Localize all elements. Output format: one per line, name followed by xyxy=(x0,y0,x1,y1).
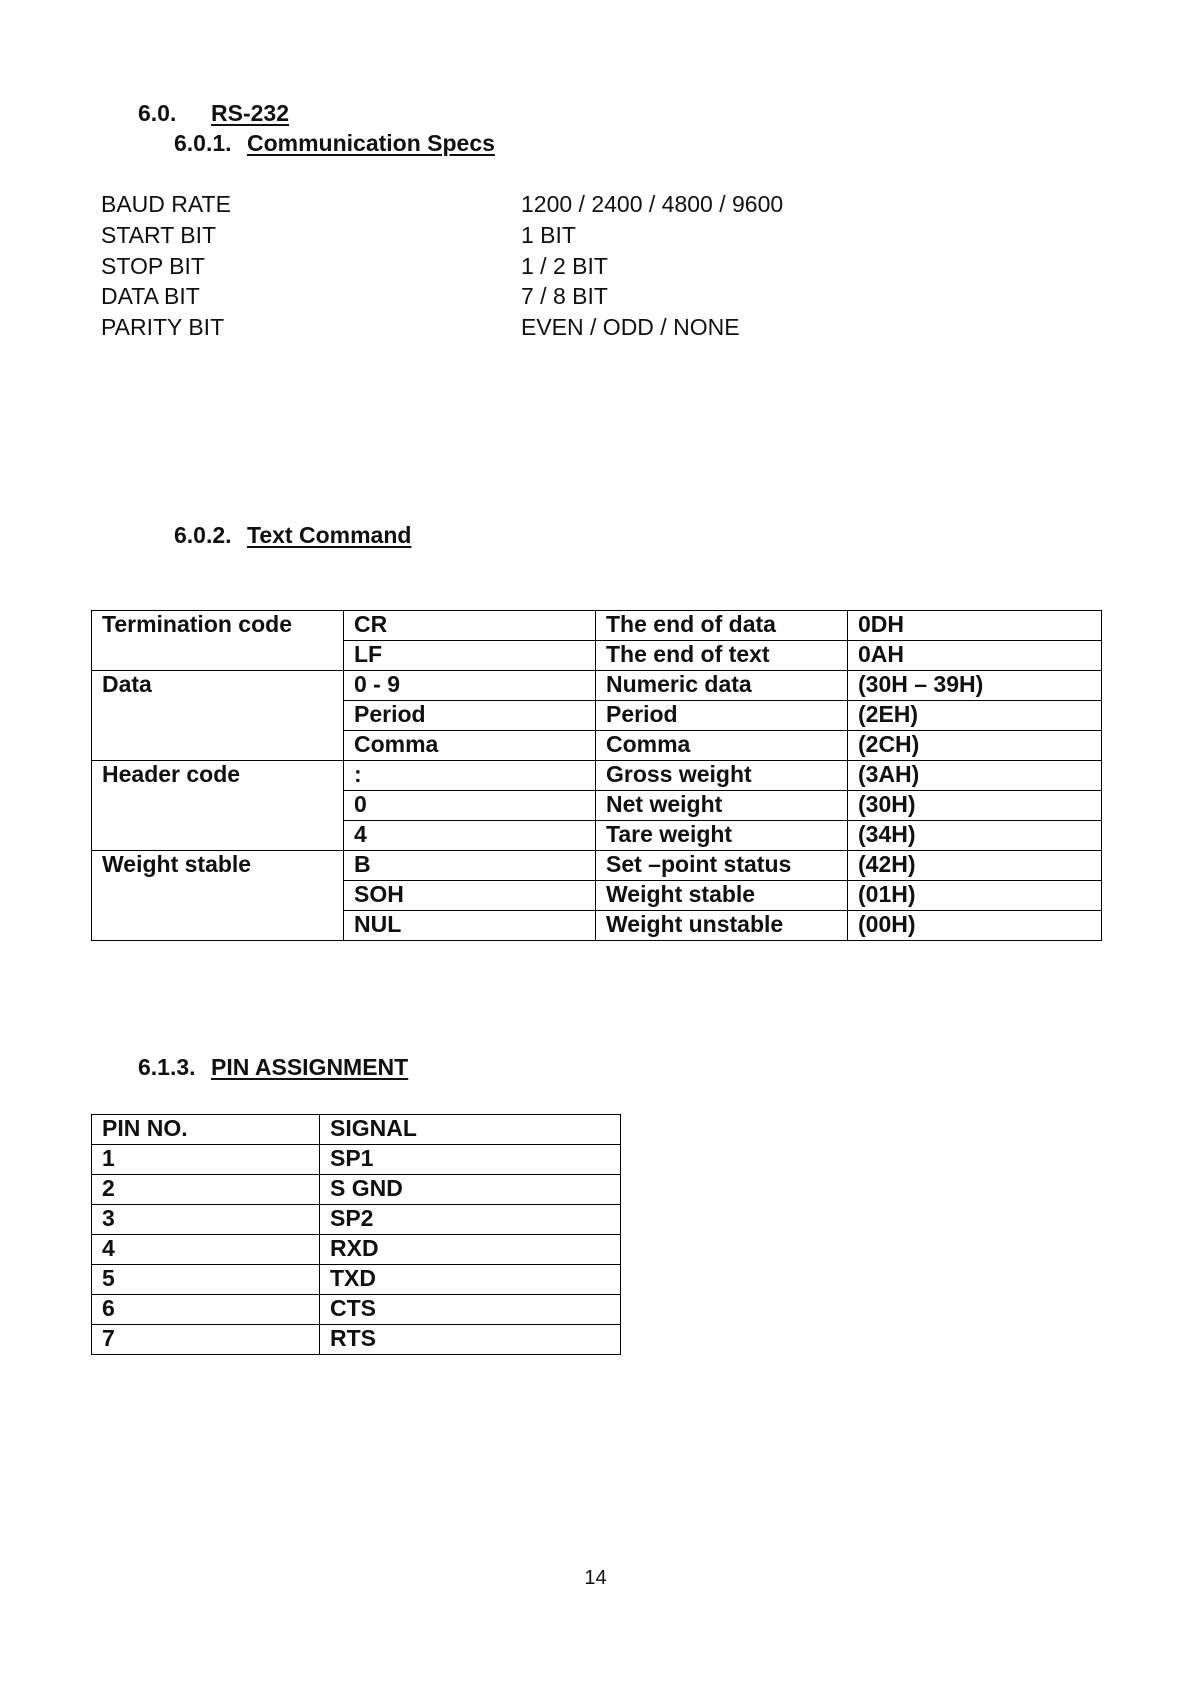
pin-cell: 6 xyxy=(92,1295,320,1325)
code-cell: B xyxy=(344,851,596,881)
table-row xyxy=(92,1325,621,1355)
code-cell: SOH xyxy=(344,881,596,911)
meaning-cell: Period xyxy=(596,701,848,731)
pin-assignment-table xyxy=(91,1114,621,1355)
meaning-cell: The end of text xyxy=(596,641,848,671)
text-command-table xyxy=(91,610,1102,941)
hex-cell: (2CH) xyxy=(848,731,1102,761)
group-name-cell: Header code xyxy=(92,761,344,851)
section-number: 6.0.2. xyxy=(174,522,232,548)
hex-cell: (2EH) xyxy=(848,701,1102,731)
table-row xyxy=(92,1175,621,1205)
pin-cell: 5 xyxy=(92,1265,320,1295)
spec-value: 1 BIT xyxy=(521,222,576,248)
spec-value: 1 / 2 BIT xyxy=(521,253,608,279)
section-title: RS-232 xyxy=(211,100,289,126)
page-number: 14 xyxy=(584,1567,607,1589)
table-row xyxy=(92,671,1102,701)
section-number: 6.1.3. xyxy=(138,1054,196,1080)
code-cell: NUL xyxy=(344,911,596,941)
table-row xyxy=(92,1205,621,1235)
spec-value: 1200 / 2400 / 4800 / 9600 xyxy=(521,191,784,217)
meaning-cell: The end of data xyxy=(596,611,848,641)
meaning-cell: Weight unstable xyxy=(596,911,848,941)
table-row xyxy=(92,1145,621,1175)
section-number: 6.0. xyxy=(138,100,177,126)
hex-cell: (42H) xyxy=(848,851,1102,881)
table-row xyxy=(92,611,1102,641)
section-heading-text-command xyxy=(174,522,411,549)
meaning-cell: Comma xyxy=(596,731,848,761)
table-row xyxy=(92,851,1102,881)
spec-label: PARITY BIT xyxy=(101,314,225,340)
hex-cell: 0AH xyxy=(848,641,1102,671)
meaning-cell: Set –point status xyxy=(596,851,848,881)
signal-cell: RXD xyxy=(320,1235,621,1265)
pin-cell: 7 xyxy=(92,1325,320,1355)
group-name-cell: Data xyxy=(92,671,344,761)
meaning-cell: Numeric data xyxy=(596,671,848,701)
hex-cell: (3AH) xyxy=(848,761,1102,791)
hex-cell: (30H) xyxy=(848,791,1102,821)
code-cell: 4 xyxy=(344,821,596,851)
signal-cell: SP2 xyxy=(320,1205,621,1235)
group-name-cell: Termination code xyxy=(92,611,344,671)
pin-cell: 3 xyxy=(92,1205,320,1235)
meaning-cell: Tare weight xyxy=(596,821,848,851)
section-number: 6.0.1. xyxy=(174,130,232,156)
code-cell: : xyxy=(344,761,596,791)
signal-cell: S GND xyxy=(320,1175,621,1205)
code-cell: Comma xyxy=(344,731,596,761)
signal-cell: CTS xyxy=(320,1295,621,1325)
hex-cell: (00H) xyxy=(848,911,1102,941)
pin-cell: 4 xyxy=(92,1235,320,1265)
meaning-cell: Net weight xyxy=(596,791,848,821)
section-title: PIN ASSIGNMENT xyxy=(211,1054,409,1080)
section-title: Communication Specs xyxy=(247,130,495,156)
section-heading-pin-assignment xyxy=(138,1054,408,1081)
code-cell: CR xyxy=(344,611,596,641)
code-cell: 0 - 9 xyxy=(344,671,596,701)
table-row xyxy=(92,1235,621,1265)
hex-cell: (34H) xyxy=(848,821,1102,851)
hex-cell: (01H) xyxy=(848,881,1102,911)
table-row xyxy=(92,1295,621,1325)
section-heading-rs232 xyxy=(138,100,289,127)
spec-value: 7 / 8 BIT xyxy=(521,283,608,309)
table-row xyxy=(92,1265,621,1295)
table-row xyxy=(92,761,1102,791)
column-header: PIN NO. xyxy=(92,1115,320,1145)
spec-value: EVEN / ODD / NONE xyxy=(521,314,740,340)
pin-cell: 1 xyxy=(92,1145,320,1175)
signal-cell: RTS xyxy=(320,1325,621,1355)
spec-label: STOP BIT xyxy=(101,253,205,279)
section-heading-communication-specs xyxy=(174,130,495,157)
spec-label: START BIT xyxy=(101,222,217,248)
group-name-cell: Weight stable xyxy=(92,851,344,941)
meaning-cell: Gross weight xyxy=(596,761,848,791)
column-header: SIGNAL xyxy=(320,1115,621,1145)
meaning-cell: Weight stable xyxy=(596,881,848,911)
table-header-row xyxy=(92,1115,621,1145)
signal-cell: TXD xyxy=(320,1265,621,1295)
spec-label: DATA BIT xyxy=(101,283,200,309)
code-cell: 0 xyxy=(344,791,596,821)
code-cell: LF xyxy=(344,641,596,671)
spec-label: BAUD RATE xyxy=(101,191,231,217)
signal-cell: SP1 xyxy=(320,1145,621,1175)
hex-cell: 0DH xyxy=(848,611,1102,641)
section-title: Text Command xyxy=(247,522,412,548)
pin-cell: 2 xyxy=(92,1175,320,1205)
hex-cell: (30H – 39H) xyxy=(848,671,1102,701)
code-cell: Period xyxy=(344,701,596,731)
